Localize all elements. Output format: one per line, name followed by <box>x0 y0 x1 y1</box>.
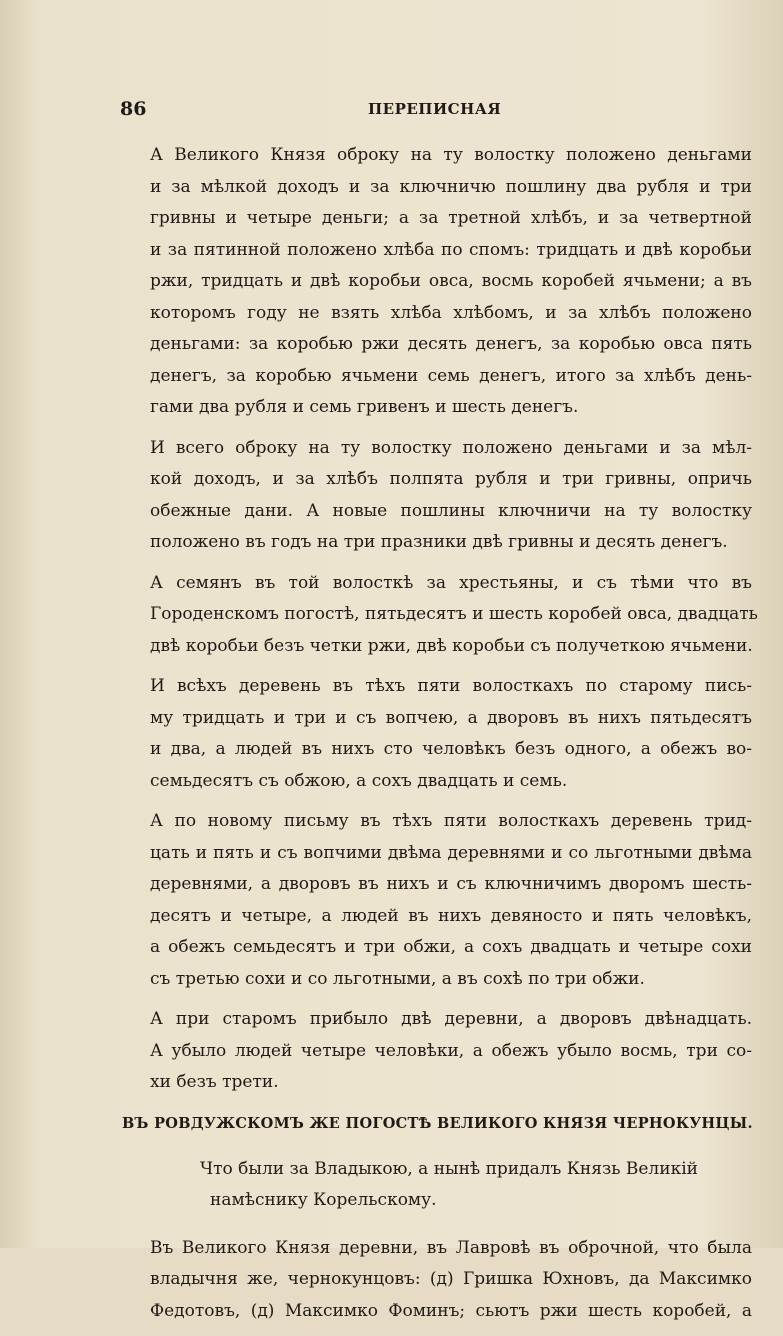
text-line: съ третью сохи и со льготными, а въ сохѣ по три обжи. <box>150 968 645 989</box>
text-line: деньгами: за коробью ржи десять денегъ, за коробью овса пять <box>150 334 752 354</box>
paragraph <box>122 671 752 797</box>
text-line: денегъ, за коробью ячьмени семь денегъ, итого за хлѣбъ день- <box>150 365 752 386</box>
page-header <box>120 98 750 128</box>
text-line: а обежъ семьдесятъ и три обжи, а сохъ двадцать и четыре сохи <box>150 937 752 957</box>
page-body <box>122 140 758 1336</box>
section-subheading <box>122 1154 752 1217</box>
text-line: и за пятинной положено хлѣба по спомъ: тридцать и двѣ коробьи <box>150 239 752 260</box>
text-line: кой доходъ, и за хлѣбъ полпята рубля и три гривны, опричь <box>150 469 752 489</box>
paragraph <box>122 568 758 663</box>
paragraph <box>122 140 752 424</box>
text-line: А убыло людей четыре человѣки, а обежъ убыло восмь, три со- <box>150 1040 752 1061</box>
text-line: Городенскомъ погостѣ, пятьдесятъ и шесть коробей овса, двадцать <box>150 604 758 624</box>
text-line: владычня же, чернокунцовъ: (д) Гришка Юхновъ, да Максимко <box>150 1269 752 1289</box>
subheading-line: намѣснику Корельскому. <box>210 1190 437 1210</box>
text-line: гривны и четыре деньги; а за третной хлѣбъ, и за четвертной <box>150 208 752 228</box>
subheading-line: Что были за Владыкою, а нынѣ придалъ Князь Великій <box>200 1158 698 1179</box>
paragraph <box>122 806 752 995</box>
text-line: И всего оброку на ту волостку положено деньгами и за мѣл- <box>150 437 752 458</box>
text-line: ржи, тридцать и двѣ коробьи овса, восмь коробей ячьмени; а въ <box>150 271 752 291</box>
text-line: деревнями, а дворовъ въ нихъ и съ ключничимъ дворомъ шесть- <box>150 874 752 894</box>
text-line: и два, а людей въ нихъ сто человѣкъ безъ одного, а обежъ во- <box>150 739 752 759</box>
text-line: положено въ годъ на три празники двѣ гривны и десять денегъ. <box>150 532 728 552</box>
text-line: хи безъ трети. <box>150 1072 279 1092</box>
text-line: обежные дани. А новые пошлины ключничи на ту волостку <box>150 500 752 521</box>
text-line: А семянъ въ той волосткѣ за хрестьяны, и съ тѣми что въ <box>150 572 752 593</box>
text-line: которомъ году не взять хлѣба хлѣбомъ, и за хлѣбъ положено <box>150 302 752 323</box>
paragraph <box>122 433 752 559</box>
paragraph <box>122 1004 752 1099</box>
running-title: ПЕРЕПИСНАЯ <box>368 100 502 118</box>
text-line: Въ Великого Князя деревни, въ Лавровѣ въ оброчной, что была <box>150 1237 752 1258</box>
text-line: и за мѣлкой доходъ и за ключничю пошлину два рубля и три <box>150 176 752 197</box>
text-line: семьдесятъ съ обжою, а сохъ двадцать и семь. <box>150 770 568 791</box>
text-line: И всѣхъ деревень въ тѣхъ пяти волосткахъ по старому пись- <box>150 676 752 696</box>
page-number: 86 <box>120 98 147 120</box>
text-line: А Великого Князя оброку на ту волостку положено деньгами <box>150 145 752 165</box>
text-line: гами два рубля и семь гривенъ и шесть денегъ. <box>150 397 579 417</box>
text-line: двѣ коробьи безъ четки ржи, двѣ коробьи съ получеткою ячьмени. <box>150 635 753 656</box>
text-line: Федотовъ, (д) Максимко Фоминъ; сьютъ ржи шесть коробей, а <box>150 1300 752 1321</box>
text-line: А по новому письму въ тѣхъ пяти волосткахъ деревень трид- <box>150 811 752 831</box>
section-heading: ВЪ РОВДУЖСКОМЪ ЖЕ ПОГОСТѢ ВЕЛИКОГО КНЯЗЯ ЧЕРНОКУНЦЫ. <box>122 1114 753 1132</box>
text-line: десятъ и четыре, а людей въ нихъ девяносто и пять человѣкъ, <box>150 905 752 926</box>
paragraph <box>122 1233 752 1328</box>
text-line: А при старомъ прибыло двѣ деревни, а дворовъ двѣнадцать. <box>150 1009 752 1029</box>
text-line: му тридцать и три и съ вопчею, а дворовъ въ нихъ пятьдесятъ <box>150 707 752 728</box>
text-line: цать и пять и съ вопчими двѣма деревнями и со льготными двѣма <box>150 842 752 863</box>
